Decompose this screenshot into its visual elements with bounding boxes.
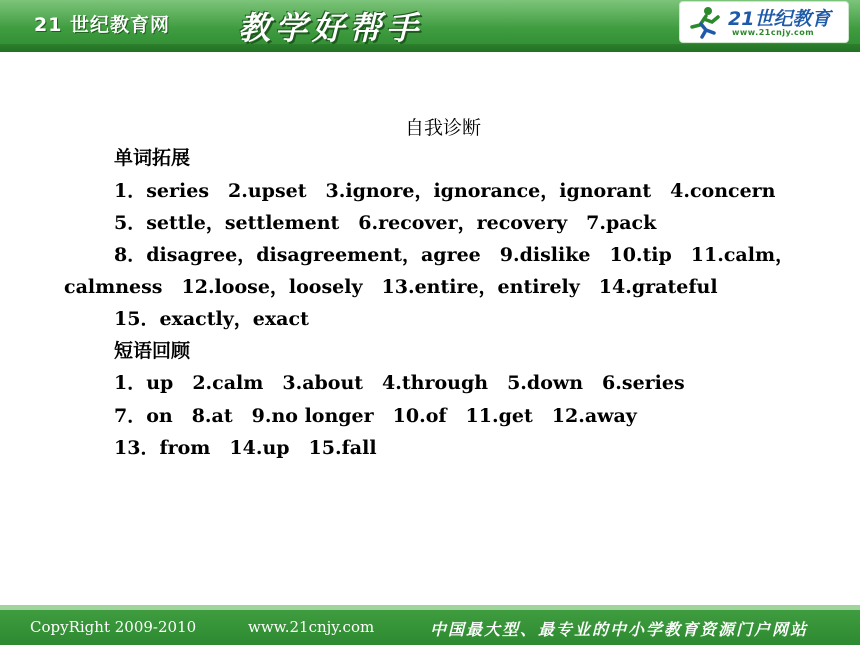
website-link[interactable]: www.21cnjy.com <box>248 618 375 636</box>
footer-tagline: 中国最大型、最专业的中小学教育资源门户网站 <box>430 620 809 639</box>
answer-line: 1．up 2.calm 3.about 4.through 5.down 6.series <box>114 372 685 394</box>
answer-line: calmness 12.loose，loosely 13.entire，entirely 14.grateful <box>64 276 718 298</box>
slide-title: 自我诊断 <box>405 117 482 139</box>
answer-line: 1．series 2.upset 3.ignore，ignorance，ignorant 4.concern <box>114 180 776 202</box>
answer-line: 13．from 14.up 15.fall <box>114 437 377 459</box>
answer-line: 7．on 8.at 9.no longer 10.of 11.get 12.away <box>114 405 637 427</box>
footer-banner <box>0 610 860 645</box>
logo-text: 21世纪教育 <box>728 8 831 30</box>
section-heading-vocabulary: 单词拓展 <box>114 147 191 169</box>
header-stripe <box>0 44 860 52</box>
copyright-text: CopyRight 2009-2010 <box>30 618 197 636</box>
answer-line: 8．disagree，disagreement，agree 9.dislike 10.tip 11.calm， <box>114 244 795 266</box>
slogan: 教学好帮手 <box>238 9 424 47</box>
section-heading-phrases: 短语回顾 <box>114 340 191 362</box>
logo[interactable] <box>680 2 848 42</box>
site-name: 21 世纪教育网 <box>34 14 171 36</box>
answer-line: 5．settle，settlement 6.recover，recovery 7.pack <box>114 212 657 234</box>
running-figure-icon <box>686 5 726 39</box>
header-banner <box>0 0 860 52</box>
logo-url: www.21cnjy.com <box>732 28 815 37</box>
answer-line: 15．exactly，exact <box>114 308 309 330</box>
